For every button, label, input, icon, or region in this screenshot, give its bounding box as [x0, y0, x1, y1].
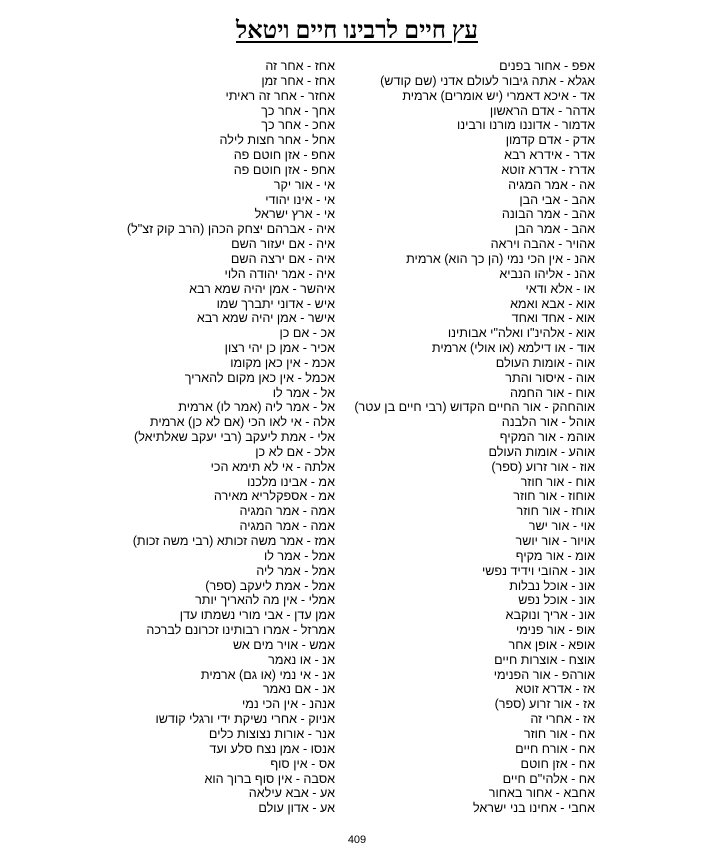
page-title-text: עץ חיים לרבינו חיים ויטאל	[235, 18, 478, 44]
abbreviation-entry: אח - אורח חיים	[515, 741, 595, 756]
abbreviation-entry: אפפ - אחור בפנים	[499, 59, 595, 73]
abbreviation-entry: אמן עדן - אבי מורי נשמתו עדן	[179, 608, 335, 623]
abbreviation-entry: אמ - אספקלריא מאירה	[213, 489, 335, 504]
abbreviation-entry: אמה - אמר המגיה	[239, 504, 335, 519]
abbreviation-entry: אדמור - אדוננו מורנו ורבינו	[456, 118, 595, 133]
abbreviation-entry: אע - אבא עילאה	[248, 786, 335, 801]
abbreviation-entry: אונ - אוכל נפש	[518, 593, 595, 608]
abbreviation-entry: איה - אברהם יצחק הכהן (הרב קוק זצ"ל)	[126, 222, 335, 237]
page-title	[0, 16, 714, 46]
abbreviation-entry: אלה - אי לאו הכי (אם לא כן) ארמית	[149, 415, 335, 430]
abbreviation-entry: אדק - אדם קדמון	[505, 133, 595, 148]
abbreviation-entry: אמל - אמר לו	[263, 548, 335, 563]
abbreviation-entry: אל - אמר לו	[272, 385, 335, 400]
abbreviation-entry: אוד - או דילמא (או אולי) ארמית	[431, 341, 595, 356]
abbreviation-entry: אנהנ - אין הכי נמי	[241, 697, 335, 712]
abbreviation-entry: אז - אור זרוע (ספר)	[494, 697, 595, 712]
abbreviation-entry: אכ - אם כן	[279, 326, 335, 341]
abbreviation-entry: אמל - אמת ליעקב (ספר)	[205, 578, 335, 593]
abbreviation-entry: אכמל - אין כאן מקום להאריך	[184, 370, 335, 385]
abbreviation-entry: אגלא - אתה גיבור לעולם אדני (שם קודש)	[380, 73, 595, 88]
abbreviation-entry: אד - איכא דאמרי (יש אומרים) ארמית	[402, 88, 595, 103]
abbreviation-entry: אדהר - אדם הראשון	[489, 103, 595, 118]
abbreviation-entry: אלכ - אם לא כן	[255, 444, 335, 459]
abbreviation-entry: אח - אלהי"ם חיים	[502, 771, 595, 786]
abbreviation-entry: אסבה - אין סוף ברוך הוא	[204, 771, 335, 786]
abbreviation-entry: אונ - אהובי וידיד נפשי	[481, 563, 595, 578]
abbreviation-entry: אחפ - אזן חוטם פה	[233, 162, 335, 177]
abbreviation-entry: אכמ - אין כאן מקומו	[230, 355, 335, 370]
abbreviation-entry: אנ - אי נמי (או גם) ארמית	[200, 667, 335, 682]
abbreviation-entry: אהב - אמר הבן	[514, 222, 595, 237]
abbreviation-entry: אנ - אם נאמר	[262, 682, 335, 697]
abbreviation-entry: אמלי - אין מה להאריך יותר	[195, 593, 335, 608]
abbreviation-entry: אחז - אחר זה	[265, 59, 335, 73]
abbreviation-list-left-column	[5, 59, 335, 816]
abbreviation-entry: אונ - אריך ונוקבא	[505, 608, 595, 623]
abbreviation-entry: אנסו - אמן נצח סלע ועד	[209, 741, 335, 756]
abbreviation-entry: אמז - אמר משה זכותא (רבי משה זכות)	[132, 534, 335, 548]
abbreviation-entry: אוהע - אומות העולם	[488, 444, 595, 459]
abbreviation-entry: אחבי - אחינו בני ישראל	[472, 801, 595, 816]
abbreviation-entry: אוח - אור החמה	[510, 385, 595, 400]
abbreviation-entry: אופא - אופן אחר	[508, 637, 595, 652]
abbreviation-entry: אוהל - אור הלבנה	[501, 415, 595, 430]
abbreviation-entry: אמרזל - אמרו רבותינו זכרונם לברכה	[146, 623, 335, 638]
abbreviation-entry: אחז - אחר זמן	[261, 73, 335, 88]
abbreviation-entry: איש - אדוני יתברך שמו	[216, 296, 335, 311]
abbreviation-entry: אי - ארץ ישראל	[254, 207, 335, 222]
abbreviation-entry: אלתה - אי לא תימא הכי	[210, 459, 335, 474]
abbreviation-entry: אחבא - אחור באחור	[488, 786, 595, 801]
abbreviation-entry: אל - אמר ליה (אמר לו) ארמית	[178, 400, 335, 415]
abbreviation-entry: אס - אין סוף	[270, 756, 335, 771]
abbreviation-entry: איה - אם יעזור השם	[231, 237, 335, 252]
abbreviation-entry: אוי - אור ישר	[528, 519, 595, 534]
abbreviation-entry: אוה - אומות העולם	[495, 355, 595, 370]
abbreviation-entry: אמ - אבינו מלכנו	[247, 474, 335, 489]
abbreviation-entry: אז - אדרא זוטא	[515, 682, 595, 697]
abbreviation-entry: אוצח - אוצרות חיים	[494, 652, 595, 667]
abbreviation-entry: אמל - אמר ליה	[256, 563, 335, 578]
abbreviation-entry: אורהפ - אור הפנימי	[493, 667, 595, 682]
abbreviation-entry: אחך - אחר כך	[261, 103, 335, 118]
abbreviation-entry: אדר - אידרא רבא	[504, 148, 595, 163]
abbreviation-entry: איה - אמר יהודה הלוי	[224, 266, 335, 281]
abbreviation-entry: איה - אם ירצה השם	[230, 251, 335, 266]
page-number: 409	[347, 834, 367, 846]
abbreviation-entry: אה - אמר המגיה	[508, 177, 595, 192]
abbreviation-entry: אדרז - אדרא זוטא	[501, 162, 595, 177]
abbreviation-entry: אהנ - אין הכי נמי (הן כך הוא) ארמית	[406, 251, 595, 266]
abbreviation-entry: אהויר - אהבה ויראה	[490, 237, 595, 252]
abbreviation-entry: אוא - אבא ואמא	[510, 296, 595, 311]
abbreviation-entry: אח - אזן חוטם	[520, 756, 595, 771]
abbreviation-entry: אופ - אור פנימי	[516, 623, 595, 638]
abbreviation-entry: אוא - אלהינ"ו ואלה"י אבותינו	[447, 326, 595, 341]
abbreviation-entry: אחזר - אחר זה ראיתי	[225, 88, 335, 103]
abbreviation-entry: אהב - אבי הבן	[519, 192, 595, 207]
abbreviation-entry: אי - אינו יהודי	[265, 192, 335, 207]
abbreviation-entry: אח - אור חוזר	[523, 726, 595, 741]
abbreviation-entry: אוה - איסור והתר	[505, 370, 595, 385]
abbreviation-entry: אניוק - אחרי נשיקת ידי ורגלי קודשו	[155, 712, 335, 727]
abbreviation-entry: אמה - אמר המגיה	[239, 519, 335, 534]
abbreviation-entry: אלי - אמת ליעקב (רבי יעקב שאלתיאל)	[134, 430, 335, 445]
abbreviation-entry: אוהחהק - אור החיים הקדוש (רבי חיים בן עטר)	[354, 400, 595, 415]
abbreviation-entry: אוא - אחד ואחד	[511, 311, 595, 326]
abbreviation-entry: אונ - אוכל נבלות	[509, 578, 595, 593]
abbreviation-entry: אחכ - אחר כך	[261, 118, 335, 133]
abbreviation-entry: אכיר - אמן כן יהי רצון	[224, 341, 335, 356]
abbreviation-entry: אמש - אויר מים אש	[232, 637, 335, 652]
abbreviation-entry: איהשר - אמן יהיה שמא רבא	[189, 281, 335, 296]
abbreviation-entry: או - אלא ודאי	[525, 281, 595, 296]
abbreviation-entry: אויור - אור יושר	[515, 534, 595, 548]
abbreviation-entry: אישר - אמן יהיה שמא רבא	[196, 311, 335, 326]
abbreviation-entry: אהב - אמר הבונה	[501, 207, 595, 222]
abbreviation-entry: אהנ - אליהו הנביא	[499, 266, 595, 281]
abbreviation-entry: אע - אדון עולם	[258, 801, 335, 816]
abbreviation-entry: אוהמ - אור המקיף	[499, 430, 595, 445]
abbreviation-entry: אי - אור יקר	[273, 177, 335, 192]
abbreviation-entry: אוז - אור זרוע (ספר)	[491, 459, 595, 474]
abbreviation-entry: אחל - אחר חצות לילה	[219, 133, 335, 148]
abbreviation-entry: אז - אחרי זה	[530, 712, 595, 727]
abbreviation-entry: אוח - אור חוזר	[520, 474, 595, 489]
abbreviation-entry: אוחוז - אור חוזר	[513, 489, 595, 504]
abbreviation-entry: אוחז - אור חוזר	[516, 504, 595, 519]
abbreviation-entry: אנ - או נאמר	[268, 652, 335, 667]
abbreviation-entry: אחפ - אזן חוטם פה	[233, 148, 335, 163]
abbreviation-entry: אנר - אורות נצוצות כלים	[208, 726, 335, 741]
abbreviation-entry: אומ - אור מקיף	[515, 548, 595, 563]
